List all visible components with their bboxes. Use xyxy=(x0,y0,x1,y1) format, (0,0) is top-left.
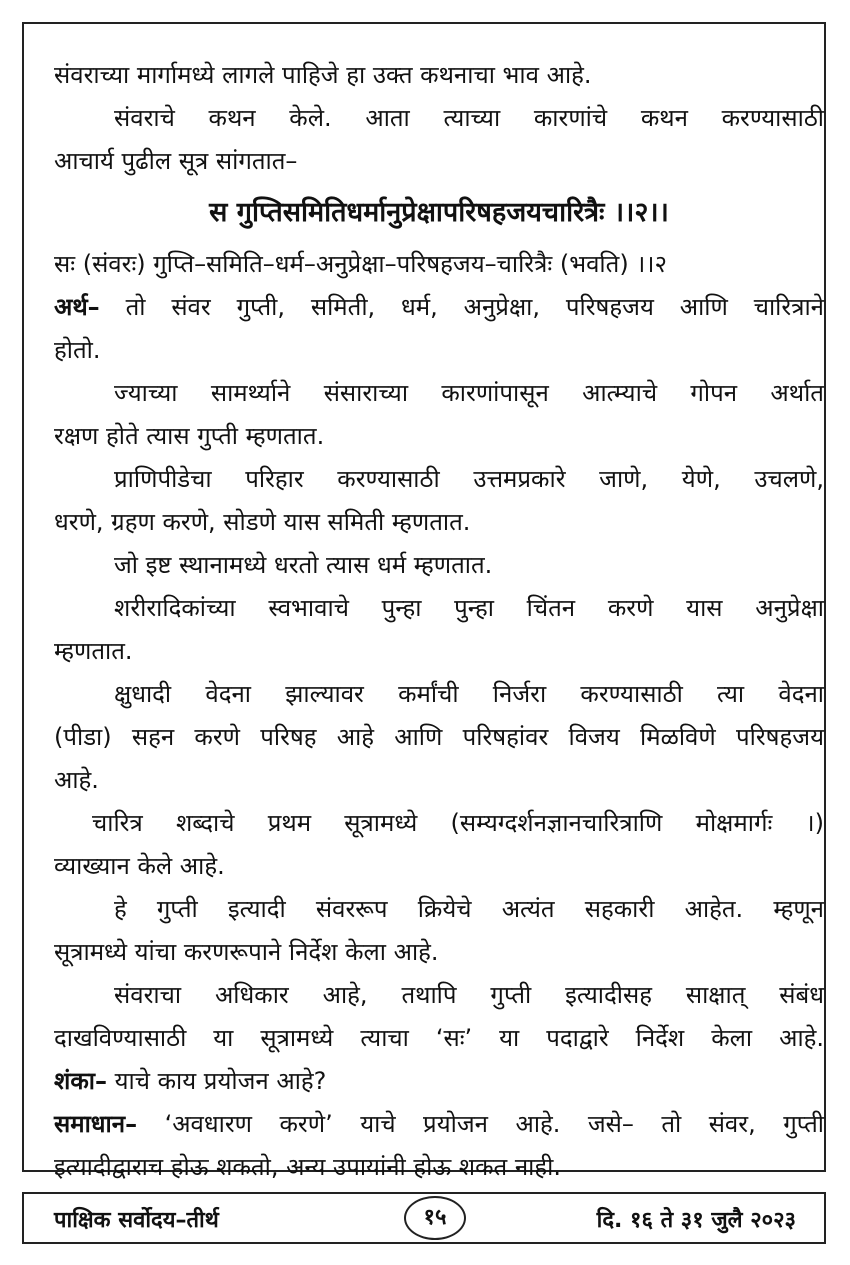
issue-date: दि. १६ ते ३१ जुलै २०२३ xyxy=(596,1208,796,1233)
body-line: प्राणिपीडेचा परिहार करण्यासाठी उत्तमप्रकारे जाणे, येणे, उचलणे, xyxy=(114,465,824,493)
page-frame xyxy=(22,22,826,1181)
answer-label: समाधान– xyxy=(54,1110,138,1138)
body-line: शरीरादिकांच्या स्वभावाचे पुन्हा पुन्हा चिंतन करणे यास अनुप्रेक्षा xyxy=(114,594,824,622)
sutra-heading: स गुप्तिसमितिधर्मानुप्रेक्षापरिषहजयचारित्रैः ।।२।। xyxy=(209,197,669,228)
page-number: १५ xyxy=(404,1196,466,1240)
body-line: इत्यादीद्वाराच होऊ शकतो, अन्य उपायांनी होऊ शकत नाही. xyxy=(54,1153,561,1181)
body-line: आचार्य पुढील सूत्र सांगतात– xyxy=(54,147,298,175)
doubt-label: शंका– xyxy=(54,1067,107,1095)
body-line: ज्याच्या सामर्थ्याने संसाराच्या कारणांपासून आत्म्याचे गोपन अर्थात xyxy=(114,379,824,407)
meaning-text: तो संवर गुप्ती, समिती, धर्म, अनुप्रेक्षा, परिषहजय आणि चारित्राने xyxy=(125,293,824,321)
sutra-gloss: सः (संवरः) गुप्ति–समिति–धर्म–अनुप्रेक्षा–परिषहजय–चारित्रैः (भवति) ।।२ xyxy=(54,250,667,278)
body-line: हे गुप्ती इत्यादी संवररूप क्रियेचे अत्यंत सहकारी आहेत. म्हणून xyxy=(114,895,824,923)
doubt-line xyxy=(54,1060,824,1103)
body-line: संवराच्या मार्गामध्ये लागले पाहिजे हा उक्त कथनाचा भाव आहे. xyxy=(54,61,592,89)
body-line: सूत्रामध्ये यांचा करणरूपाने निर्देश केला आहे. xyxy=(54,938,439,966)
body-line: संवराचे कथन केले. आता त्याच्या कारणांचे कथन करण्यासाठी xyxy=(114,104,824,132)
body-line: (पीडा) सहन करणे परिषह आहे आणि परिषहांवर विजय मिळविणे परिषहजय xyxy=(54,723,824,751)
publication-title: पाक्षिक सर्वोदय–तीर्थ xyxy=(54,1208,219,1233)
body-line: व्याख्यान केले आहे. xyxy=(54,852,225,880)
body-line: धरणे, ग्रहण करणे, सोडणे यास समिती म्हणतात. xyxy=(54,508,471,536)
answer-text: ‘अवधारण करणे’ याचे प्रयोजन आहे. जसे– तो संवर, गुप्ती xyxy=(164,1110,824,1138)
body-line: संवराचा अधिकार आहे, तथापि गुप्ती इत्यादीसह साक्षात् संबंध xyxy=(114,981,824,1009)
body-line: आहे. xyxy=(54,766,99,794)
body-line: जो इष्ट स्थानामध्ये धरतो त्यास धर्म म्हणतात. xyxy=(114,551,493,579)
meaning-line xyxy=(54,286,824,329)
page-content xyxy=(54,54,824,1189)
body-line: चारित्र शब्दाचे प्रथम सूत्रामध्ये (सम्यग्दर्शनज्ञानचारित्राणि मोक्षमार्गः ।) xyxy=(92,809,824,837)
body-line: म्हणतात. xyxy=(54,637,133,665)
answer-line xyxy=(54,1103,824,1146)
body-line: रक्षण होते त्यास गुप्ती म्हणतात. xyxy=(54,422,325,450)
doubt-text: याचे काय प्रयोजन आहे? xyxy=(114,1067,327,1095)
body-line: दाखविण्यासाठी या सूत्रामध्ये त्याचा ‘सः’ या पदाद्वारे निर्देश केला आहे. xyxy=(54,1024,824,1052)
meaning-label: अर्थ– xyxy=(54,293,100,321)
body-line: क्षुधादी वेदना झाल्यावर कर्मांची निर्जरा करण्यासाठी त्या वेदना xyxy=(114,680,824,708)
body-line: होतो. xyxy=(54,336,101,364)
page-footer xyxy=(22,1192,826,1244)
